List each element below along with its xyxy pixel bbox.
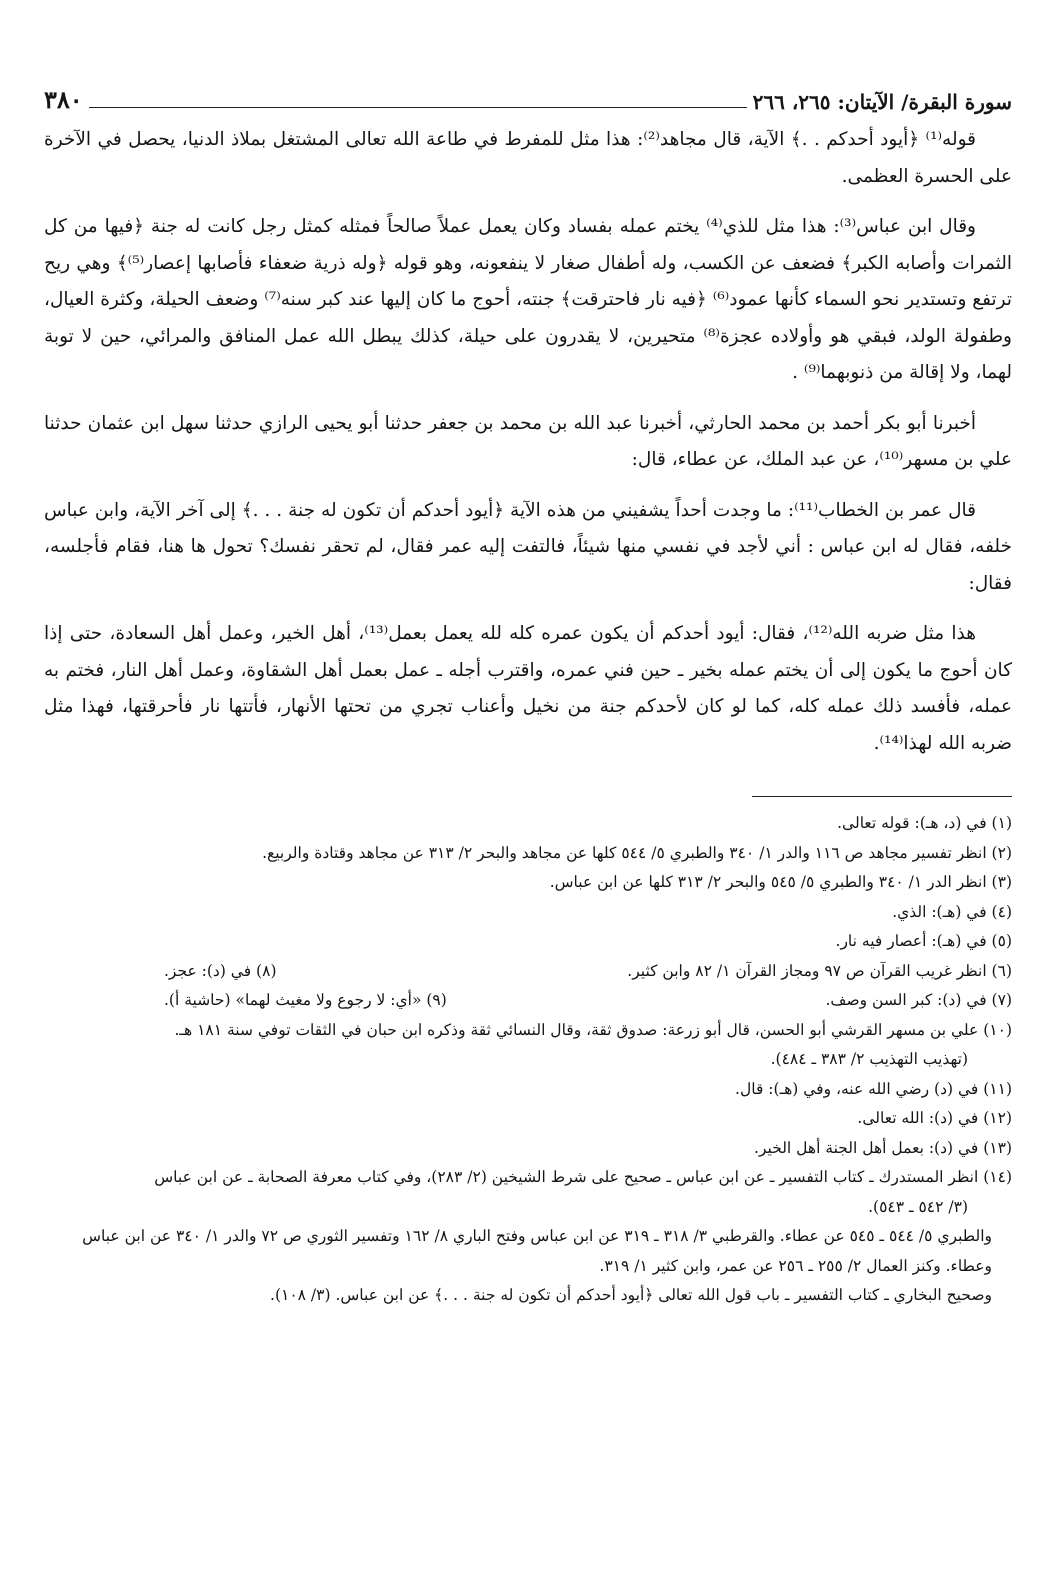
footnote-12: (١٢) في (د): الله تعالى. [857,1109,1012,1127]
footnote-11: (١١) في (د) رضي الله عنه، وفي (هـ): قال. [735,1079,1012,1098]
footnote-5: (٥) في (هـ): أعصار فيه نار. [835,932,1012,950]
footnote-6: (٦) انظر غريب القرآن ص ٩٧ ومجاز القرآن ١/ ٨٢ وابن كثير. [627,961,1012,980]
paragraph-3: أخبرنا أبو بكر أحمد بن محمد الحارثي، أخبرنا عبد الله بن محمد بن جعفر حدثنا أبو يحيى الرازي حدثنا سهل ابن عثمان حدثنا علي بن مسهر⁽¹⁰⁾، عن عبد الملك، عن عطاء، قال: [44,412,1012,470]
footnote-9: (٩) «أي: لا رجوع ولا مغيث لهما» (حاشية أ). [164,991,447,1009]
footnote-separator [752,796,1012,797]
footnote-14-text: (١٤) انظر المستدرك ـ كتاب التفسير ـ عن ابن عباس ـ صحيح على شرط الشيخين (٢/ ٢٨٣)، وفي كتاب معرفة الصحابة ـ عن ابن عباس [154,1168,1012,1186]
paragraph-4: قال عمر بن الخطاب⁽¹¹⁾: ما وجدت أحداً يشفيني من هذه الآية ﴿أيود أحدكم أن تكون له جنة . . .﴾ إلى آخر الآية، وابن عباس خلفه، فقال له ابن عباس : أني لأجد في نفسي منها شيئاً، فالتفت إليه عمر فقال، لم تحقر نفسك؟ تحول ها هنا، فقام فأجلسه، فقال: [44,499,1012,594]
header-rule [89,107,747,108]
page-number: ٣٨٠ [44,85,83,114]
footnote-14-part-3: وصحيح البخاري ـ كتاب التفسير ـ باب قول الله تعالى ﴿أيود أحدكم أن تكون له جنة . . .﴾ عن ابن عباس. (٣/ ١٠٨). [270,1286,992,1304]
footnote-4: (٤) في (هـ): الذي. [892,902,1012,921]
footnote-row-6-8 [44,957,1012,987]
footnotes [44,809,1012,1311]
footnote-2: (٢) انظر تفسير مجاهد ص ١١٦ والدر ١/ ٣٤٠ والطبري ٥/ ٥٤٤ كلها عن مجاهد والبحر ٢/ ٣١٣ عن مجاهد وقتادة والربيع. [262,843,1012,862]
main-text [44,122,1012,762]
footnote-10 [44,1016,1012,1075]
footnote-10-text: (١٠) علي بن مسهر القرشي أبو الحسن، قال أبو زرعة: صدوق ثقة، وقال النسائي ثقة وذكره ابن حبان في الثقات توفي سنة ١٨١ هـ. [174,1020,1012,1039]
running-header [44,82,1012,112]
footnote-8: (٨) في (د): عجز. [164,961,277,980]
footnote-1: (١) في (د، هـ): قوله تعالى. [837,814,1012,832]
footnote-13: (١٣) في (د): بعمل أهل الجنة أهل الخير. [754,1138,1012,1157]
paragraph-1: قوله⁽¹⁾ ﴿أيود أحدكم . .﴾ الآية، قال مجاهد⁽²⁾: هذا مثل للمفرط في طاعة الله تعالى المشتغل بملاذ الدنيا، يحصل في الآخرة على الحسرة العظمى. [44,129,1012,187]
footnote-14 [44,1163,1012,1222]
paragraph-5: هذا مثل ضربه الله⁽¹²⁾، فقال: أيود أحدكم أن يكون عمره كله لله يعمل بعمل⁽¹³⁾، أهل الخير، وعمل أهل السعادة، حتى إذا كان أحوج ما يكون إلى أن يختم عمله بخير ـ حين فني عمره، واقترب أجله ـ عمل بعمل أهل الشقاوة، وعمل أهل النار، فختم به عمله، فأفسد ذلك عمله كله، كما لو كان لأحدكم جنة من نخيل وأعناب تجري من تحتها الأنهار، فأتتها نار فأحرقتها، فهذا مثل ضربه الله لهذا⁽¹⁴⁾. [44,623,1012,754]
footnote-7: (٧) في (د): كبر السن وصف. [825,991,1012,1009]
footnote-row-7-9 [44,986,1012,1016]
running-title: سورة البقرة/ الآيتان: ٢٦٥، ٢٦٦ [752,90,1012,114]
paragraph-2: وقال ابن عباس⁽³⁾: هذا مثل للذي⁽⁴⁾ يختم عمله بفساد وكان يعمل عملاً صالحاً فمثله كمثل رجل كانت له جنة ﴿فيها من كل الثمرات وأصابه الكبر﴾ فضعف عن الكسب، وله أطفال صغار لا ينفعونه، وهو قوله ﴿وله ذرية ضعفاء فأصابها إعصار⁽⁵⁾﴾ وهي ريح ترتفع وتستدير نحو السماء كأنها عمود⁽⁶⁾ ﴿فيه نار فاحترقت﴾ جنته، أحوج ما كان إليها عند كبر سنه⁽⁷⁾ وضعف الحيلة، وكثرة العيال، وطفولة الولد، فبقي هو وأولاده عجزة⁽⁸⁾ متحيرين، لا يقدرون على حيلة، كذلك يبطل الله عمل المنافق والمرائي، حين لا توبة لهما، ولا إقالة من ذنوبهما⁽⁹⁾ . [44,216,1013,383]
footnote-14-part-2: والطبري ٥/ ٥٤٤ ـ ٥٤٥ عن عطاء. والقرطبي ٣/ ٣١٨ ـ ٣١٩ عن ابن عباس وفتح الباري ٨/ ١٦٢ وتفسير الثوري ص ٧٢ والدر ١/ ٣٤٠ عن ابن عباس وعطاء. وكنز العمال ٢/ ٢٥٥ ـ ٢٥٦ عن عمر، وابن كثير ١/ ٣١٩. [82,1227,992,1275]
footnote-14-continuation: (٣/ ٥٤٢ ـ ٥٤٣). [868,1197,968,1216]
footnote-10-continuation: (تهذيب التهذيب ٢/ ٣٨٣ ـ ٤٨٤). [770,1050,968,1068]
book-page [44,82,1012,1311]
footnote-3: (٣) انظر الدر ١/ ٣٤٠ والطبري ٥/ ٥٤٥ والبحر ٢/ ٣١٣ كلها عن ابن عباس. [549,873,1012,891]
